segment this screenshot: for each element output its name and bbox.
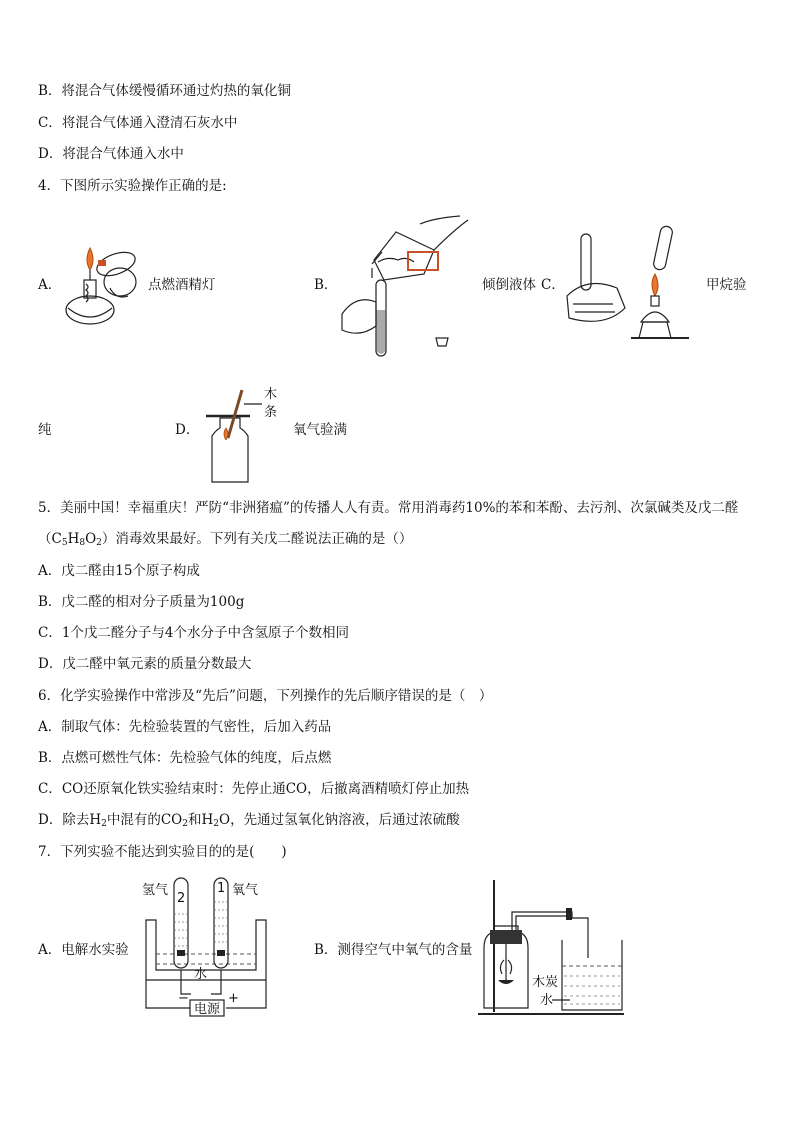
q6-d-part: D．除去H — [38, 812, 102, 828]
q5-option-a: A．戊二醛由15个原子构成 — [38, 563, 200, 579]
q5-stem-2 — [38, 530, 412, 548]
q4-option-c-prefix: C． — [541, 277, 565, 293]
formula-sub: 5 — [61, 538, 68, 548]
formula-sub: 2 — [101, 819, 107, 829]
q5-option-b: B．戊二醛的相对分子质量为100g — [38, 594, 245, 610]
q5-option-c: C．1个戊二醛分子与4个水分子中含氢原子个数相同 — [38, 625, 350, 641]
q4-stem: 4．下图所示实验操作正确的是: — [38, 178, 227, 194]
pour-liquid-figure — [338, 210, 478, 360]
minus-label: − — [178, 991, 189, 1006]
oxygen-content-apparatus-figure — [478, 878, 628, 1018]
methane-purity-test-figure — [565, 226, 695, 346]
q7-option-b-text: B．测得空气中氧气的含量 — [314, 942, 473, 958]
q6-d-part: 中混有的CO — [106, 812, 183, 828]
beaker-water-label: 水 — [540, 993, 554, 1008]
tube-right-number: 1 — [217, 881, 226, 896]
q6-d-part: 和H — [187, 812, 214, 828]
alcohol-lamp-lighting-figure — [58, 240, 148, 330]
water-electrolysis-figure — [138, 874, 278, 1019]
q4-option-a-prefix: A． — [38, 277, 62, 293]
plus-label: + — [228, 991, 239, 1006]
q6-stem: 6．化学实验操作中常涉及“先后”问题，下列操作的先后顺序错误的是（ ） — [38, 688, 493, 704]
q4-option-d-text: 氧气验满 — [293, 422, 347, 438]
q3-option-c: C．将混合气体通入澄清石灰水中 — [38, 115, 238, 131]
q7-option-a-text: A．电解水实验 — [38, 942, 129, 958]
formula-sub: 2 — [213, 819, 219, 829]
tube-left-number: 2 — [177, 891, 186, 906]
formula-part: H — [67, 531, 80, 547]
q5-option-d: D．戊二醛中氧元素的质量分数最大 — [38, 656, 252, 672]
formula-sub: 2 — [96, 538, 102, 548]
charcoal-label: 木炭 — [532, 975, 559, 990]
q7-stem: 7．下列实验不能达到实验目的的是( ) — [38, 844, 287, 860]
q4-option-b-prefix: B． — [314, 277, 338, 293]
formula-sub: 8 — [79, 538, 86, 548]
q5-stem-rest: ）消毒效果最好。下列有关戊二醛说法正确的是（） — [101, 531, 413, 547]
power-label: 电源 — [194, 1002, 221, 1017]
formula-sub: 2 — [182, 819, 188, 829]
oxygen-label: 氧气 — [232, 883, 259, 898]
q4-option-b-text: 倾倒液体 — [482, 277, 536, 293]
q4-option-c-text-continued: 纯 — [38, 422, 52, 438]
q6-option-b: B．点燃可燃性气体：先检验气体的纯度，后点燃 — [38, 750, 332, 766]
q6-d-part: O，先通过氢氧化钠溶液，后通过浓硫酸 — [219, 812, 460, 828]
oxygen-full-test-figure — [200, 384, 290, 486]
q4-d-figure-label-2: 条 — [264, 405, 278, 420]
formula-part: （C — [38, 531, 62, 547]
q5-stem-1: 5．美丽中国！幸福重庆！严防“非洲猪瘟”的传播人人有责。常用消毒药10%的苯和苯酚、去污剂、次氯碱类及戊二醛 — [38, 500, 739, 516]
q3-option-d: D．将混合气体通入水中 — [38, 146, 184, 162]
water-label: 水 — [194, 967, 208, 982]
q4-d-figure-label-1: 木 — [264, 387, 278, 402]
q4-option-a-text: 点燃酒精灯 — [148, 277, 216, 293]
q3-option-b: B．将混合气体缓慢循环通过灼热的氧化铜 — [38, 83, 291, 99]
q6-option-c: C．CO还原氧化铁实验结束时：先停止通CO，后撤离酒精喷灯停止加热 — [38, 781, 470, 797]
q6-option-a: A．制取气体：先检验装置的气密性，后加入药品 — [38, 719, 332, 735]
q4-option-d-prefix: D． — [175, 422, 200, 438]
formula-part: O — [85, 531, 97, 547]
hydrogen-label: 氢气 — [142, 883, 169, 898]
q6-option-d — [38, 811, 460, 829]
q4-option-c-text: 甲烷验 — [706, 277, 747, 293]
